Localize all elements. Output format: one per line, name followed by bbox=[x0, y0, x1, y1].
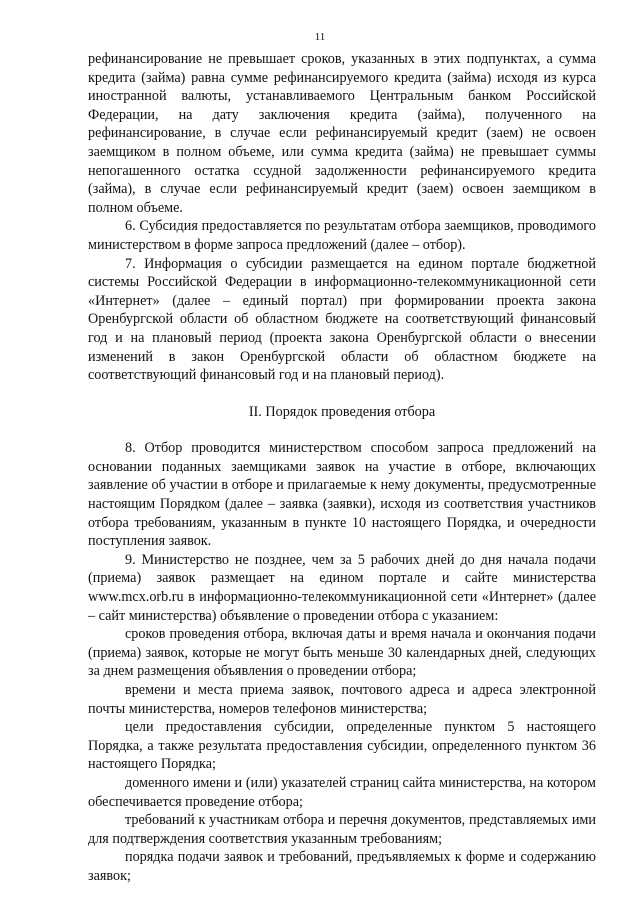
paragraph-7: 7. Информация о субсидии размещается на едином портале бюджетной системы Российской Федерации в информационно-телекоммуникационной сети «Интернет» (далее – единый портал) при формировании проекта закона Оренбургской области об областном бюджете на соответствующий финансовый год и на плановый период (проекта закона Оренбургской области о внесении изменений в закон Оренбургской области об областном бюджете на соответствующий финансовый год и на плановый период). bbox=[88, 255, 596, 384]
list-item-time-place: времени и места приема заявок, почтового адреса и адреса электронной почты министерства, номеров телефонов министерства; bbox=[88, 682, 596, 717]
paragraph-refinancing-continuation: рефинансирование не превышает сроков, указанных в этих подпунктах, а сумма кредита (займа) равна сумме рефинансируемого кредита (займа) исходя из курса иностранной валюты, устанавливаемого Центральным банком Российской Федерации, на дату заключения кредита (займа), полученного на рефинансирование, в случае если рефинансируемый кредит (заем) не освоен заемщиком в полном объеме, или сумма кредита (займа) не превышает суммы непогашенного остатка ссудной задолженности рефинансируемого кредита (займа), в случае если рефинансируемый кредит (заем) освоен заемщиком в полном объеме. bbox=[88, 51, 596, 216]
list-item-application-procedure: порядка подачи заявок и требований, предъявляемых к форме и содержанию заявок; bbox=[88, 849, 596, 884]
document-body bbox=[88, 50, 596, 886]
list-item-subsidy-purpose: цели предоставления субсидии, определенные пунктом 5 настоящего Порядка, а также результата предоставления субсидии, определенного пунктом 36 настоящего Порядка; bbox=[88, 719, 596, 773]
list-item-participant-requirements: требований к участникам отбора и перечня документов, представляемых ими для подтверждения соответствия указанным требованиям; bbox=[88, 812, 596, 847]
list-item-domain-name: доменного имени и (или) указателей страниц сайта министерства, на котором обеспечивается проведение отбора; bbox=[88, 774, 596, 810]
section-heading: II. Порядок проведения отбора bbox=[248, 403, 436, 420]
page-number: 11 bbox=[314, 31, 326, 43]
paragraph-8: 8. Отбор проводится министерством способом запроса предложений на основании поданных заемщиками заявок на участие в отборе, включающих заявление об участии в отборе и прилагаемые к нему документы, предусмотренные настоящим Порядком (далее – заявка (заявки), исходя из соответствия участников отбора требованиям, указанным в пункте 10 настоящего Порядка, и очередности поступления заявок. bbox=[88, 440, 596, 550]
paragraph-9: 9. Министерство не позднее, чем за 5 рабочих дней до дня начала подачи (приема) заявок размещает на едином портале и сайте министерства www.mcx.orb.ru в информационно-телекоммуникационной сети «Интернет» (далее – сайт министерства) объявление о проведении отбора с указанием: bbox=[88, 551, 596, 624]
list-item-selection-terms: сроков проведения отбора, включая даты и время начала и окончания подачи (приема) заявок, которые не могут быть меньше 30 календарных дней, следующих за днем размещения объявления о проведении отбора; bbox=[88, 626, 596, 680]
paragraph-6: 6. Субсидия предоставляется по результатам отбора заемщиков, проводимого министерством в форме запроса предложений (далее – отбор). bbox=[88, 218, 596, 253]
